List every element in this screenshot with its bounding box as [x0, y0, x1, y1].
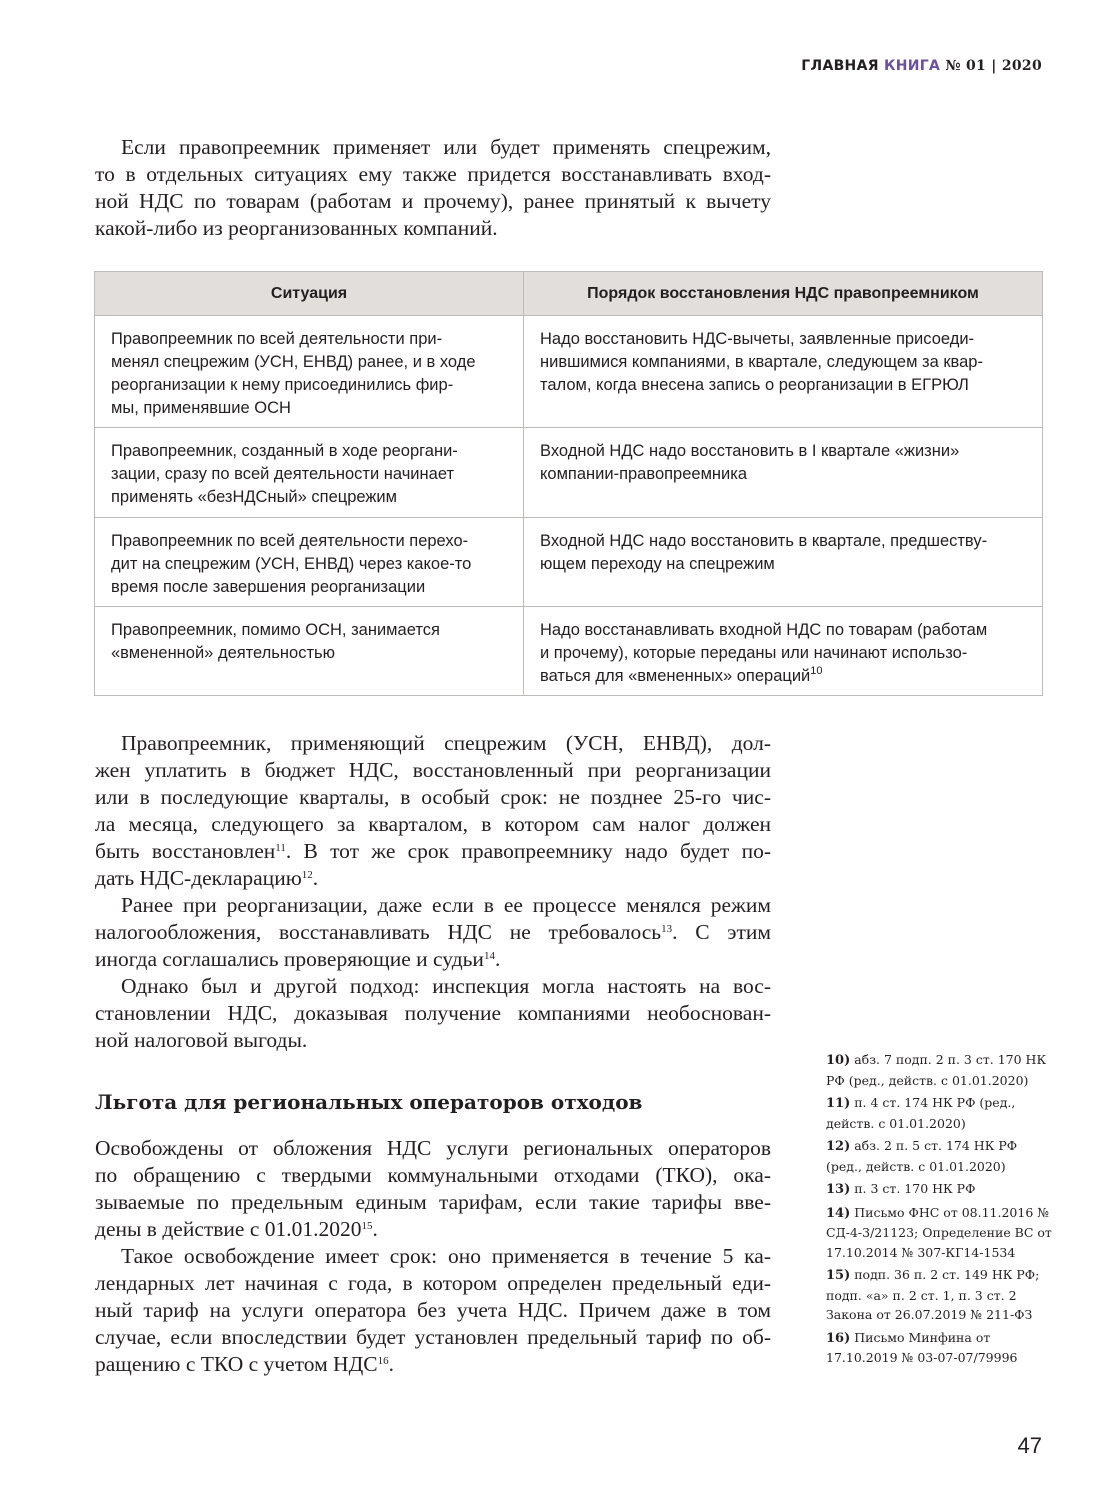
footnote	[826, 1203, 1056, 1263]
text-line: дит на спецрежим (УСН, ЕНВД) через какое-то	[111, 555, 472, 573]
text-line: Освобождены от обложения НДС услуги региональных операторов	[95, 1136, 771, 1160]
footnote-text: абз. 2 п. 5 ст. 174 НК РФ (ред., действ. с 01.01.2020)	[826, 1138, 1018, 1174]
table-row	[95, 607, 1043, 696]
text-line: компании-правопреемника	[540, 465, 748, 483]
table-header-situation: Ситуация	[95, 272, 524, 316]
procedure-cell	[524, 428, 1043, 518]
text-line: реорганизации к нему присоединились фир-	[111, 376, 454, 394]
text-line: быть восстановлен$^{11}$. В тот же срок правопреемнику надо будет по-	[95, 839, 771, 863]
paragraph	[95, 730, 771, 892]
footnote-ref: 16	[377, 1355, 389, 1367]
text-line: Ранее при реорганизации, даже если в ее процессе менялся режим	[121, 893, 771, 917]
situation-cell	[95, 316, 524, 428]
text-line: талом, когда внесена запись о реорганизации в ЕГРЮЛ	[540, 376, 969, 394]
text-line: становлении НДС, доказывая получение компаниями необоснован-	[95, 1001, 771, 1025]
table-row	[95, 316, 1043, 428]
text-line: дать НДС-декларацию$^{12}$.	[95, 866, 319, 890]
table-row	[95, 518, 1043, 607]
situation-cell	[95, 607, 524, 696]
text-line: дены в действие с 01.01.2020$^{15}$.	[95, 1217, 378, 1241]
text-line: Входной НДС надо восстановить в квартале, предшеству-	[540, 532, 988, 550]
footnote-number: 11)	[826, 1096, 851, 1111]
text-line: зации, сразу по всей деятельности начинает	[111, 465, 455, 483]
text-line: налогообложения, восстанавливать НДС не требовалось$^{13}$. С этим	[95, 920, 771, 944]
text-line: Входной НДС надо восстановить в I квартале «жизни»	[540, 442, 960, 460]
footnote-number: 12)	[826, 1139, 851, 1154]
text-line: ный тариф на услуги оператора без учета НДС. Причем даже в том	[95, 1298, 771, 1322]
footnote-ref: 12	[301, 869, 313, 881]
text-line: ной налоговой выгоды.	[95, 1028, 308, 1052]
footnote-ref: 11	[275, 842, 286, 854]
footnote-ref: 15	[361, 1220, 373, 1232]
section-heading: Льгота для региональных операторов отходов	[95, 1090, 643, 1114]
text-line: нившимися компаниями, в квартале, следующем за квар-	[540, 353, 983, 371]
paragraph	[95, 973, 771, 1054]
footnote-ref: 10	[810, 665, 823, 677]
body-text-b	[95, 1135, 771, 1378]
text-line: какой-либо из реорганизованных компаний.	[95, 216, 498, 240]
text-line: Правопреемник, помимо ОСН, занимается	[111, 621, 440, 639]
text-line: ла месяца, следующего за кварталом, в котором сам налог должен	[95, 812, 771, 836]
footnote	[826, 1050, 1056, 1090]
text-line: то в отдельных ситуациях ему также придется восстанавливать вход-	[95, 162, 771, 186]
footnote	[826, 1328, 1056, 1368]
footnote-text: подп. 36 п. 2 ст. 149 НК РФ; подп. «а» п. 2 ст. 1, п. 3 ст. 2 Закона от 26.07.2019 № 211-ФЗ	[826, 1267, 1040, 1322]
paragraph	[95, 1135, 771, 1243]
paragraph	[95, 892, 771, 973]
text-line: ращению с ТКО с учетом НДС$^{16}$.	[95, 1352, 394, 1376]
text-line: Такое освобождение имеет срок: оно применяется в течение 5 ка-	[121, 1244, 771, 1268]
text-line: менял спецрежим (УСН, ЕНВД) ранее, и в ходе	[111, 353, 476, 371]
footnote-number: 15)	[826, 1268, 851, 1283]
table-header-procedure: Порядок восстановления НДС правопреемником	[524, 272, 1043, 316]
procedure-cell	[524, 316, 1043, 428]
text-line: время после завершения реорганизации	[111, 578, 426, 596]
brand-glavnaya: ГЛАВНАЯ	[801, 58, 879, 74]
body-text-a	[95, 730, 771, 1054]
page-number: 47	[1017, 1433, 1042, 1458]
text-line: Однако был и другой подход: инспекция могла настоять на вос-	[121, 974, 771, 998]
text-line: зываемые по предельным единым тарифам, если такие тарифы вве-	[95, 1190, 771, 1214]
footnote-number: 10)	[826, 1053, 851, 1068]
text-line: Правопреемник по всей деятельности при-	[111, 330, 443, 348]
text-line: мы, применявшие ОСН	[111, 399, 291, 417]
footnote-text: п. 4 ст. 174 НК РФ (ред., действ. с 01.01.2020)	[826, 1095, 1016, 1131]
intro-paragraph	[95, 134, 771, 242]
paragraph	[95, 1243, 771, 1378]
footnote-text: Письмо Минфина от 17.10.2019 № 03-07-07/79996	[826, 1329, 1018, 1365]
text-line: ной НДС по товарам (работам и прочему), ранее принятый к вычету	[95, 189, 771, 213]
situation-cell	[95, 518, 524, 607]
text-line: или в последующие кварталы, в особый срок: не позднее 25-го чис-	[95, 785, 771, 809]
text-line: Если правопреемник применяет или будет применять спецрежим,	[121, 135, 771, 159]
footnote-number: 14)	[826, 1205, 851, 1221]
text-line: по обращению с твердыми коммунальными отходами (ТКО), ока-	[95, 1163, 771, 1187]
footnote	[826, 1265, 1056, 1325]
footnote-text: п. 3 ст. 170 НК РФ	[850, 1181, 976, 1196]
text-line: и прочему), которые переданы или начинают использо-	[540, 644, 968, 662]
footnote-number: 13)	[826, 1182, 851, 1197]
footnote-number: 16)	[826, 1330, 851, 1346]
text-line: жен уплатить в бюджет НДС, восстановленный при реорганизации	[95, 758, 771, 782]
footnote	[826, 1093, 1056, 1133]
footnote-ref: 14	[483, 950, 495, 962]
text-line: иногда соглашались проверяющие и судьи$^{14}$.	[95, 947, 501, 971]
text-line: лендарных лет начиная с года, в котором определен предельный еди-	[95, 1271, 771, 1295]
table-row	[95, 428, 1043, 518]
issue-number: № 01 | 2020	[945, 58, 1042, 74]
procedure-cell	[524, 518, 1043, 607]
footnote-text: абз. 7 подп. 2 п. 3 ст. 170 НК РФ (ред., действ. с 01.01.2020)	[826, 1052, 1047, 1088]
text-line: ющем переходу на спецрежим	[540, 555, 775, 573]
brand-kniga: КНИГА	[883, 58, 941, 74]
text-line: случае, если впоследствии будет установлен предельный тариф по об-	[95, 1325, 771, 1349]
text-line: Правопреемник, применяющий спецрежим (УСН, ЕНВД), дол-	[121, 731, 771, 755]
situation-cell	[95, 428, 524, 518]
text-line: Надо восстановить НДС-вычеты, заявленные присоеди-	[540, 330, 975, 348]
vat-restoration-table	[94, 271, 1043, 696]
text-line: Надо восстанавливать входной НДС по товарам (работам	[540, 621, 988, 639]
text-line: ваться для «вмененных» операций$^{10}$	[540, 665, 823, 685]
text-line: Правопреемник, созданный в ходе реоргани-	[111, 442, 458, 460]
footnote-text: Письмо ФНС от 08.11.2016 № СД-4-3/21123; Определение ВС от 17.10.2014 № 307-КГ14-1534	[826, 1204, 1052, 1260]
footnote	[826, 1179, 1056, 1200]
text-line: применять «безНДСный» спецрежим	[111, 488, 397, 506]
footnote-ref: 13	[661, 923, 673, 935]
text-line: Правопреемник по всей деятельности перехо-	[111, 532, 469, 550]
running-header	[801, 58, 1042, 74]
procedure-cell	[524, 607, 1043, 696]
footnotes	[826, 1050, 1056, 1371]
text-line: «вмененной» деятельностью	[111, 644, 335, 662]
footnote	[826, 1136, 1056, 1176]
